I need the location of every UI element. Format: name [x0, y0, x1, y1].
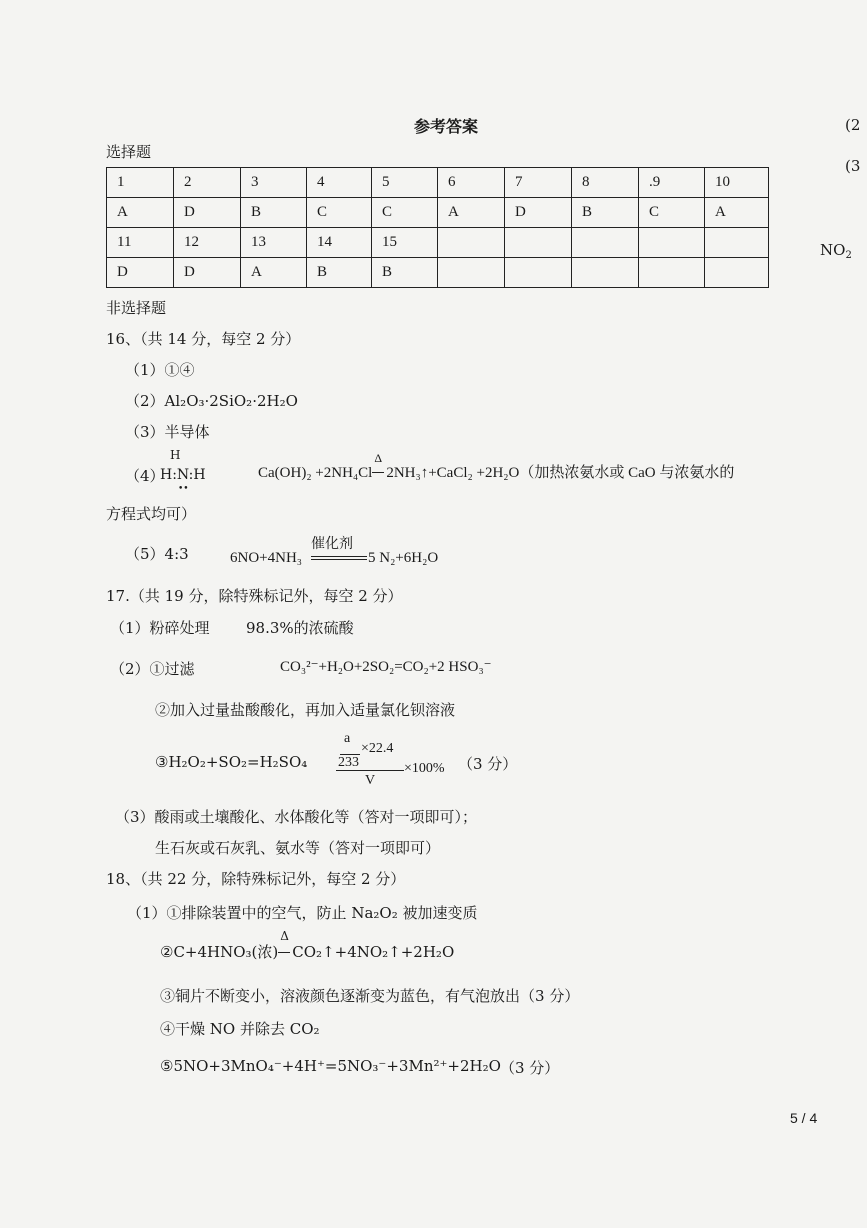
- fraction-mul: ×22.4: [361, 741, 394, 756]
- table-cell: D: [174, 258, 241, 288]
- equation-line-1: [311, 556, 367, 557]
- q17-answer-2-1-equation: CO₃²⁻+H₂O+2SO₂=CO₂+2 HSO₃⁻: [280, 659, 492, 675]
- q18-answer-1-5-score: （3 分）: [500, 1059, 560, 1077]
- table-cell: [639, 228, 705, 258]
- table-cell: D: [107, 258, 174, 288]
- q18-answer-1-5: ⑤5NO+3MnO₄⁻+4H⁺=5NO₃⁻+3Mn²⁺+2H₂O: [160, 1057, 501, 1075]
- q17-answer-2-3-score: （3 分）: [458, 755, 518, 773]
- q18-answer-1-4: ④干燥 NO 并除去 CO₂: [160, 1020, 320, 1038]
- table-row: [107, 228, 769, 258]
- table-cell: C: [639, 198, 705, 228]
- table-cell: D: [505, 198, 572, 228]
- q16-heading: 16、（共 14 分，每空 2 分）: [106, 330, 301, 348]
- q18-answer-1-3: ③铜片不断变小，溶液颜色逐渐变为蓝色，有气泡放出（3 分）: [160, 987, 580, 1005]
- q18-heading: 18、（共 22 分，除特殊标记外，每空 2 分）: [106, 870, 406, 888]
- answer-table: [106, 167, 769, 288]
- fraction-pct: ×100%: [404, 761, 445, 776]
- catalyst-label: 催化剂: [311, 536, 353, 552]
- table-cell: B: [372, 258, 438, 288]
- table-cell: A: [438, 198, 505, 228]
- q16-answer-4-equation: Ca(OH)₂ +2NH₄Cl Δ 2NH₃↑+CaCl₂ +2H₂O（加热浓氨水或 CaO 与浓氨水的: [258, 451, 735, 481]
- table-cell: .9: [639, 168, 705, 198]
- q16-answer-4-continued: 方程式均可）: [106, 505, 197, 523]
- table-cell: C: [372, 198, 438, 228]
- table-cell: [705, 228, 769, 258]
- q17-answer-2-1: （2）①过滤: [110, 660, 195, 678]
- q17-answer-2-3: ③H₂O₂+SO₂=H₂SO₄: [155, 753, 308, 771]
- table-cell: A: [107, 198, 174, 228]
- nonchoice-section-label: 非选择题: [106, 299, 167, 317]
- q16-answer-5-equation-right: 5 N₂+6H₂O: [368, 550, 439, 566]
- table-cell: 2: [174, 168, 241, 198]
- q16-answer-1: （1）①④: [125, 361, 195, 379]
- q17-answer-3a: （3）酸雨或土壤酸化、水体酸化等（答对一项即可）；: [115, 808, 478, 826]
- table-cell: 3: [241, 168, 307, 198]
- margin-fragment-no2: $NO_2$: [820, 241, 852, 261]
- table-cell: A: [241, 258, 307, 288]
- table-row: [107, 258, 769, 288]
- q17-answer-1b: 98.3%的浓硫酸: [246, 619, 354, 637]
- table-cell: 14: [307, 228, 372, 258]
- table-cell: 7: [505, 168, 572, 198]
- table-cell: 5: [372, 168, 438, 198]
- q16-answer-2: （2）Al₂O₃·2SiO₂·2H₂O: [125, 392, 298, 410]
- q17-answer-3b: 生石灰或石灰乳、氨水等（答对一项即可）: [155, 839, 441, 857]
- table-cell: 12: [174, 228, 241, 258]
- table-cell: 10: [705, 168, 769, 198]
- table-cell: B: [241, 198, 307, 228]
- table-cell: 13: [241, 228, 307, 258]
- table-cell: 4: [307, 168, 372, 198]
- table-cell: C: [307, 198, 372, 228]
- table-cell: [505, 228, 572, 258]
- q16-answer-5-equation-left: 6NO+4NH₃: [230, 550, 303, 566]
- table-row: [107, 168, 769, 198]
- table-cell: 15: [372, 228, 438, 258]
- table-cell: 8: [572, 168, 639, 198]
- table-cell: [705, 258, 769, 288]
- q16-answer-5: （5）4:3: [125, 545, 189, 563]
- fraction-a: a: [344, 731, 351, 746]
- table-cell: B: [307, 258, 372, 288]
- lewis-structure-nh3: H:N:H: [160, 467, 206, 483]
- table-cell: A: [705, 198, 769, 228]
- table-cell: D: [174, 198, 241, 228]
- page-title: 参考答案: [414, 117, 479, 136]
- table-cell: B: [572, 198, 639, 228]
- table-cell: 11: [107, 228, 174, 258]
- table-cell: [639, 258, 705, 288]
- table-cell: [438, 258, 505, 288]
- margin-fragment-2: (3: [845, 157, 861, 175]
- q17-answer-2-2: ②加入过量盐酸酸化，再加入适量氯化钡溶液: [155, 701, 456, 719]
- table-cell: [438, 228, 505, 258]
- q17-heading: 17.（共 19 分，除特殊标记外，每空 2 分）: [106, 587, 403, 605]
- table-cell: [572, 258, 639, 288]
- choice-section-label: 选择题: [106, 143, 152, 161]
- table-row: [107, 198, 769, 228]
- table-cell: [505, 258, 572, 288]
- q16-answer-3: （3）半导体: [125, 423, 210, 441]
- fraction-233: 233: [338, 755, 359, 770]
- lewis-h-top: H: [170, 448, 181, 462]
- q17-answer-1: （1）粉碎处理: [110, 619, 210, 637]
- lewis-lone-pair: ••: [178, 484, 189, 494]
- table-cell: 6: [438, 168, 505, 198]
- fraction-V: V: [365, 773, 376, 788]
- q16-answer-4-number: （4）: [125, 467, 165, 485]
- table-cell: 1: [107, 168, 174, 198]
- margin-fragment-1: (2: [845, 116, 861, 134]
- table-cell: [572, 228, 639, 258]
- fraction-bar-outer: [336, 770, 404, 771]
- q18-answer-1-1: （1）①排除装置中的空气，防止 Na₂O₂ 被加速变质: [127, 904, 478, 922]
- q18-answer-1-2: ②C+4HNO₃(浓) Δ CO₂↑+4NO₂↑+2H₂O: [160, 929, 455, 961]
- page-number: 5 / 4: [790, 1110, 818, 1126]
- equation-line-2: [311, 559, 367, 560]
